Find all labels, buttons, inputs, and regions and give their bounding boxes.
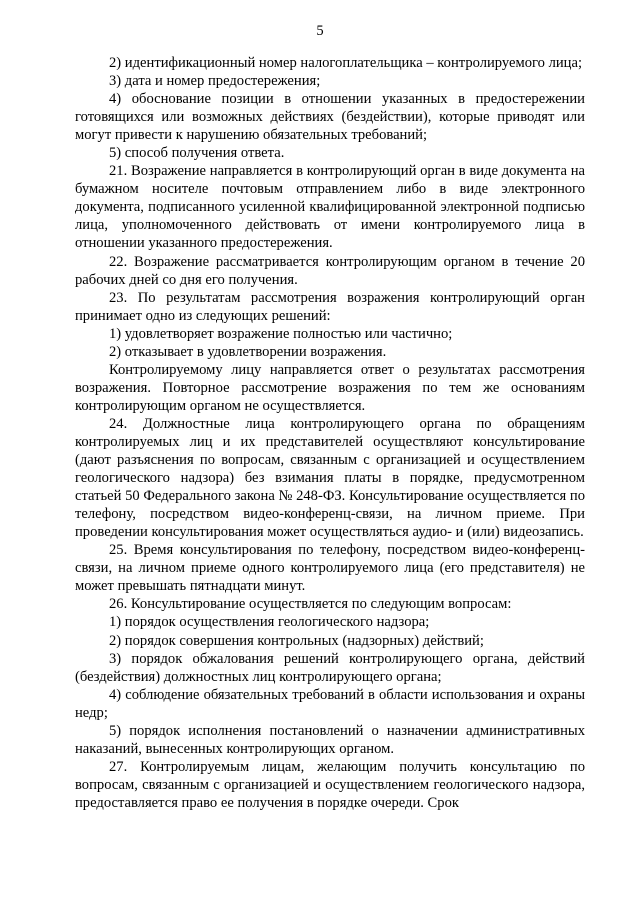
paragraph: 25. Время консультирования по телефону, посредством видео-конференц-связи, на личном приеме одного контролируемого лица (его представителя) не может превышать пятнадцати минут. — [75, 542, 585, 595]
paragraph: 23. По результатам рассмотрения возражения контролирующий орган принимает одно из следующих решений: — [75, 289, 585, 324]
paragraph: 1) порядок осуществления геологического надзора; — [109, 614, 430, 631]
paragraph: 5) способ получения ответа. — [109, 145, 285, 162]
paragraph: 21. Возражение направляется в контролирующий орган в виде документа на бумажном носителе почтовым отправлением либо в виде электронного документа, подписанного усиленной квалифицированной электронной подписью лица, уполномоченного действовать от имени контролируемого лица в отношении указанного предостережения. — [75, 163, 585, 252]
paragraph: 2) идентификационный номер налогоплательщика – контролируемого лица; — [109, 55, 583, 71]
paragraph: 2) порядок совершения контрольных (надзорных) действий; — [109, 632, 484, 649]
paragraph: Контролируемому лицу направляется ответ о результатах рассмотрения возражения. Повторное рассмотрение возражения по тем же основаниям контролирующим органом не осуществляется. — [75, 361, 585, 414]
paragraph: 26. Консультирование осуществляется по следующим вопросам: — [109, 596, 512, 613]
paragraph: 4) обоснование позиции в отношении указанных в предостережении готовящихся или возможных действиях (бездействии), которые приводят или могут привести к нарушению обязательных требований; — [75, 91, 585, 144]
paragraph: 27. Контролируемым лицам, желающим получить консультацию по вопросам, связанным с организацией и осуществлением геологического надзора, предоставляется право ее получения в порядке очереди. Срок — [75, 758, 585, 811]
paragraph: 3) дата и номер предостережения; — [109, 73, 321, 90]
paragraph: 5) порядок исполнения постановлений о назначении административных наказаний, вынесенных контролирующих органом. — [75, 722, 585, 757]
paragraph: 24. Должностные лица контролирующего органа по обращениям контролируемых лиц и их представителей осуществляют консультирование (дают разъяснения по вопросам, связанным с организацией и осуществлением геологического надзора) без взимания платы в порядке, предусмотренном статьей 50 Федерального закона № 248-ФЗ. Консультирование осуществляется по телефону, посредством видео-конференц-связи, на личном приеме. При проведении консультирования может осуществляться аудио- и (или) видеозапись. — [75, 415, 585, 541]
paragraph: 1) удовлетворяет возражение полностью или частично; — [109, 325, 453, 342]
paragraph: 22. Возражение рассматривается контролирующим органом в течение 20 рабочих дней со дня его получения. — [75, 253, 585, 288]
paragraph: 3) порядок обжалования решений контролирующего органа, действий (бездействия) должностных лиц контролирующего органа; — [75, 650, 585, 685]
paragraph: 2) отказывает в удовлетворении возражения. — [109, 343, 387, 360]
document-body — [75, 54, 585, 812]
page-number: 5 — [316, 23, 324, 39]
paragraph: 4) соблюдение обязательных требований в области использования и охраны недр; — [75, 686, 585, 721]
